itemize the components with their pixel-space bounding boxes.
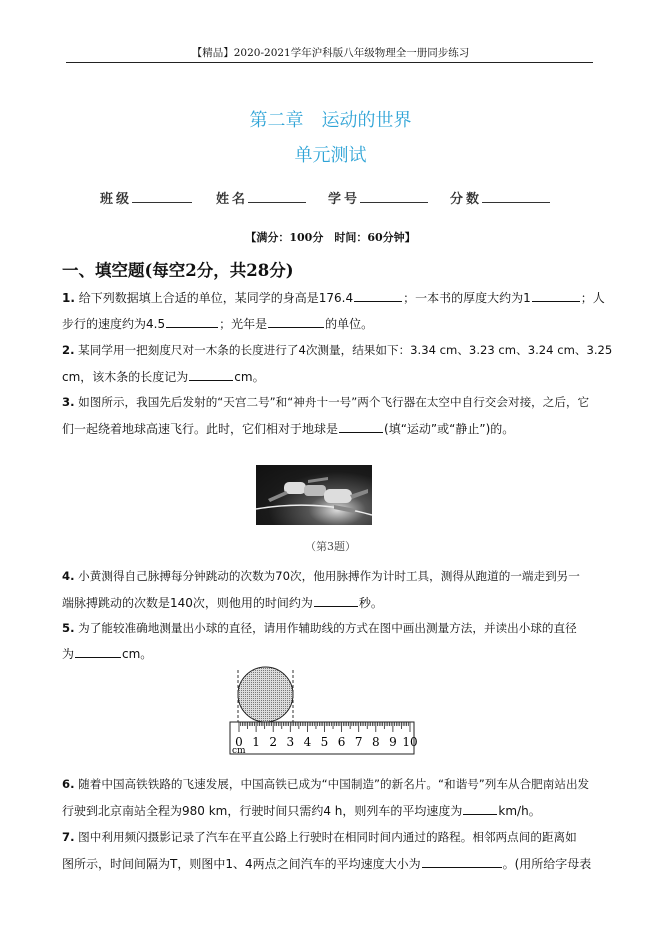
student-number-field[interactable] bbox=[328, 188, 428, 207]
ruler-label: 10 bbox=[402, 735, 418, 749]
question-text: 端脉搏跳动的次数是140次，则他用的时间约为 bbox=[62, 596, 313, 610]
answer-blank[interactable] bbox=[268, 315, 324, 328]
question-text: ；人 bbox=[580, 291, 605, 305]
figure-caption: （第3题） bbox=[305, 540, 356, 553]
question-6-line-1 bbox=[62, 776, 589, 792]
ruler-label: 8 bbox=[371, 735, 380, 749]
answer-blank[interactable] bbox=[339, 420, 383, 433]
header-divider bbox=[66, 62, 593, 63]
question-number: 7. bbox=[62, 830, 75, 844]
answer-blank[interactable] bbox=[166, 315, 218, 328]
answer-blank[interactable] bbox=[463, 802, 497, 815]
ruler-label: 0 bbox=[235, 735, 243, 749]
question-3-line-2 bbox=[62, 420, 514, 437]
ruler-label: 2 bbox=[269, 735, 278, 749]
score-field[interactable] bbox=[450, 188, 550, 207]
ruler-label: 6 bbox=[337, 735, 346, 749]
ruler-label: 4 bbox=[303, 735, 312, 749]
question-text: cm。 bbox=[234, 370, 265, 384]
unit-test-title: 单元测试 bbox=[294, 145, 367, 166]
question-text: 小黄测得自己脉搏每分钟跳动的次数为70次，他用脉搏作为计时工具，测得从跑道的一端走到另一 bbox=[78, 569, 580, 583]
question-number: 3. bbox=[62, 395, 75, 409]
question-1-line-1 bbox=[62, 289, 605, 306]
ball bbox=[238, 667, 293, 722]
question-1-line-2 bbox=[62, 315, 373, 332]
question-text: 秒。 bbox=[358, 596, 383, 610]
name-field[interactable] bbox=[216, 188, 306, 207]
answer-blank[interactable] bbox=[75, 645, 121, 658]
answer-blank[interactable] bbox=[314, 594, 358, 607]
question-text: km/h。 bbox=[498, 804, 541, 818]
name-label: 姓名 bbox=[216, 192, 249, 207]
spacecraft-illustration bbox=[256, 465, 372, 525]
question-2-line-2 bbox=[62, 368, 265, 385]
ruler-label: 5 bbox=[320, 735, 329, 749]
question-text: cm。 bbox=[122, 647, 153, 661]
question-text: 们一起绕着地球高速飞行。此时，它们相对于地球是 bbox=[62, 422, 339, 436]
question-text: ；光年是 bbox=[219, 317, 268, 331]
class-label: 班级 bbox=[100, 192, 133, 207]
ruler-label: 3 bbox=[286, 735, 295, 749]
question-text: (填“运动”或“静止”)的。 bbox=[384, 422, 515, 436]
question-7-line-1 bbox=[62, 829, 577, 845]
answer-blank[interactable] bbox=[532, 289, 580, 302]
ruler-label: 9 bbox=[389, 735, 397, 749]
question-4-line-1 bbox=[62, 568, 580, 584]
question-number: 6. bbox=[62, 777, 75, 791]
score-time-note: 【满分：100分 时间：60分钟】 bbox=[245, 231, 416, 244]
answer-blank[interactable] bbox=[189, 368, 233, 381]
ruler-label: 7 bbox=[354, 735, 363, 749]
page-header: 【精品】2020-2021学年沪科版八年级物理全一册同步练习 bbox=[191, 47, 470, 59]
section-heading: 一、填空题(每空2分，共28分) bbox=[62, 261, 294, 280]
question-number: 4. bbox=[62, 569, 75, 583]
answer-blank[interactable] bbox=[354, 289, 402, 302]
question-text: cm，该木条的长度记为 bbox=[62, 370, 189, 384]
question-5-line-2 bbox=[62, 645, 152, 662]
question-text: 。(用所给字母表 bbox=[502, 857, 592, 871]
question-3-line-1 bbox=[62, 394, 589, 410]
spacecraft-docking-image bbox=[256, 465, 372, 525]
question-text: 步行的速度约为4.5 bbox=[62, 317, 166, 331]
question-text: 随着中国高铁铁路的飞速发展，中国高铁已成为“中国制造”的新名片。“和谐号”列车从合肥南站出发 bbox=[78, 777, 590, 791]
question-text: 如图所示，我国先后发射的“天宫二号”和“神舟十一号”两个飞行器在太空中自行交会对接，之后，它 bbox=[78, 395, 590, 409]
question-2-line-1 bbox=[62, 342, 612, 358]
chapter-title: 第二章 运动的世界 bbox=[249, 110, 412, 131]
student-number-label: 学号 bbox=[328, 192, 361, 207]
ball-ruler-figure bbox=[225, 664, 425, 760]
question-text: 某同学用一把刻度尺对一木条的长度进行了4次测量，结果如下：3.34 cm、3.23 cm、3.24 cm、3.25 bbox=[78, 343, 613, 357]
class-field[interactable] bbox=[100, 188, 192, 207]
question-text: ；一本书的厚度大约为1 bbox=[403, 291, 531, 305]
question-5-line-1 bbox=[62, 620, 577, 636]
question-6-line-2 bbox=[62, 802, 541, 819]
question-text: 图中利用频闪摄影记录了汽车在平直公路上行驶时在相同时间内通过的路程。相邻两点间的距离如 bbox=[78, 830, 577, 844]
question-text: 为了能较准确地测量出小球的直径，请用作辅助线的方式在图中画出测量方法，并读出小球的直径 bbox=[78, 621, 577, 635]
question-4-line-2 bbox=[62, 594, 383, 611]
ruler-label: 1 bbox=[252, 735, 260, 749]
question-text: 为 bbox=[62, 647, 75, 661]
question-number: 1. bbox=[62, 291, 75, 305]
question-text: 图所示，时间间隔为T，则图中1、4两点之间汽车的平均速度大小为 bbox=[62, 857, 421, 871]
question-number: 5. bbox=[62, 621, 75, 635]
question-text: 行驶到北京南站全程为980 km，行驶时间只需约4 h，则列车的平均速度为 bbox=[62, 804, 463, 818]
question-text: 给下列数据填上合适的单位，某同学的身高是176.4 bbox=[78, 291, 354, 305]
ruler-unit: cm bbox=[232, 746, 246, 756]
answer-blank[interactable] bbox=[422, 855, 502, 868]
question-number: 2. bbox=[62, 343, 75, 357]
question-7-line-2 bbox=[62, 855, 591, 872]
score-label: 分数 bbox=[450, 192, 483, 207]
question-text: 的单位。 bbox=[325, 317, 374, 331]
